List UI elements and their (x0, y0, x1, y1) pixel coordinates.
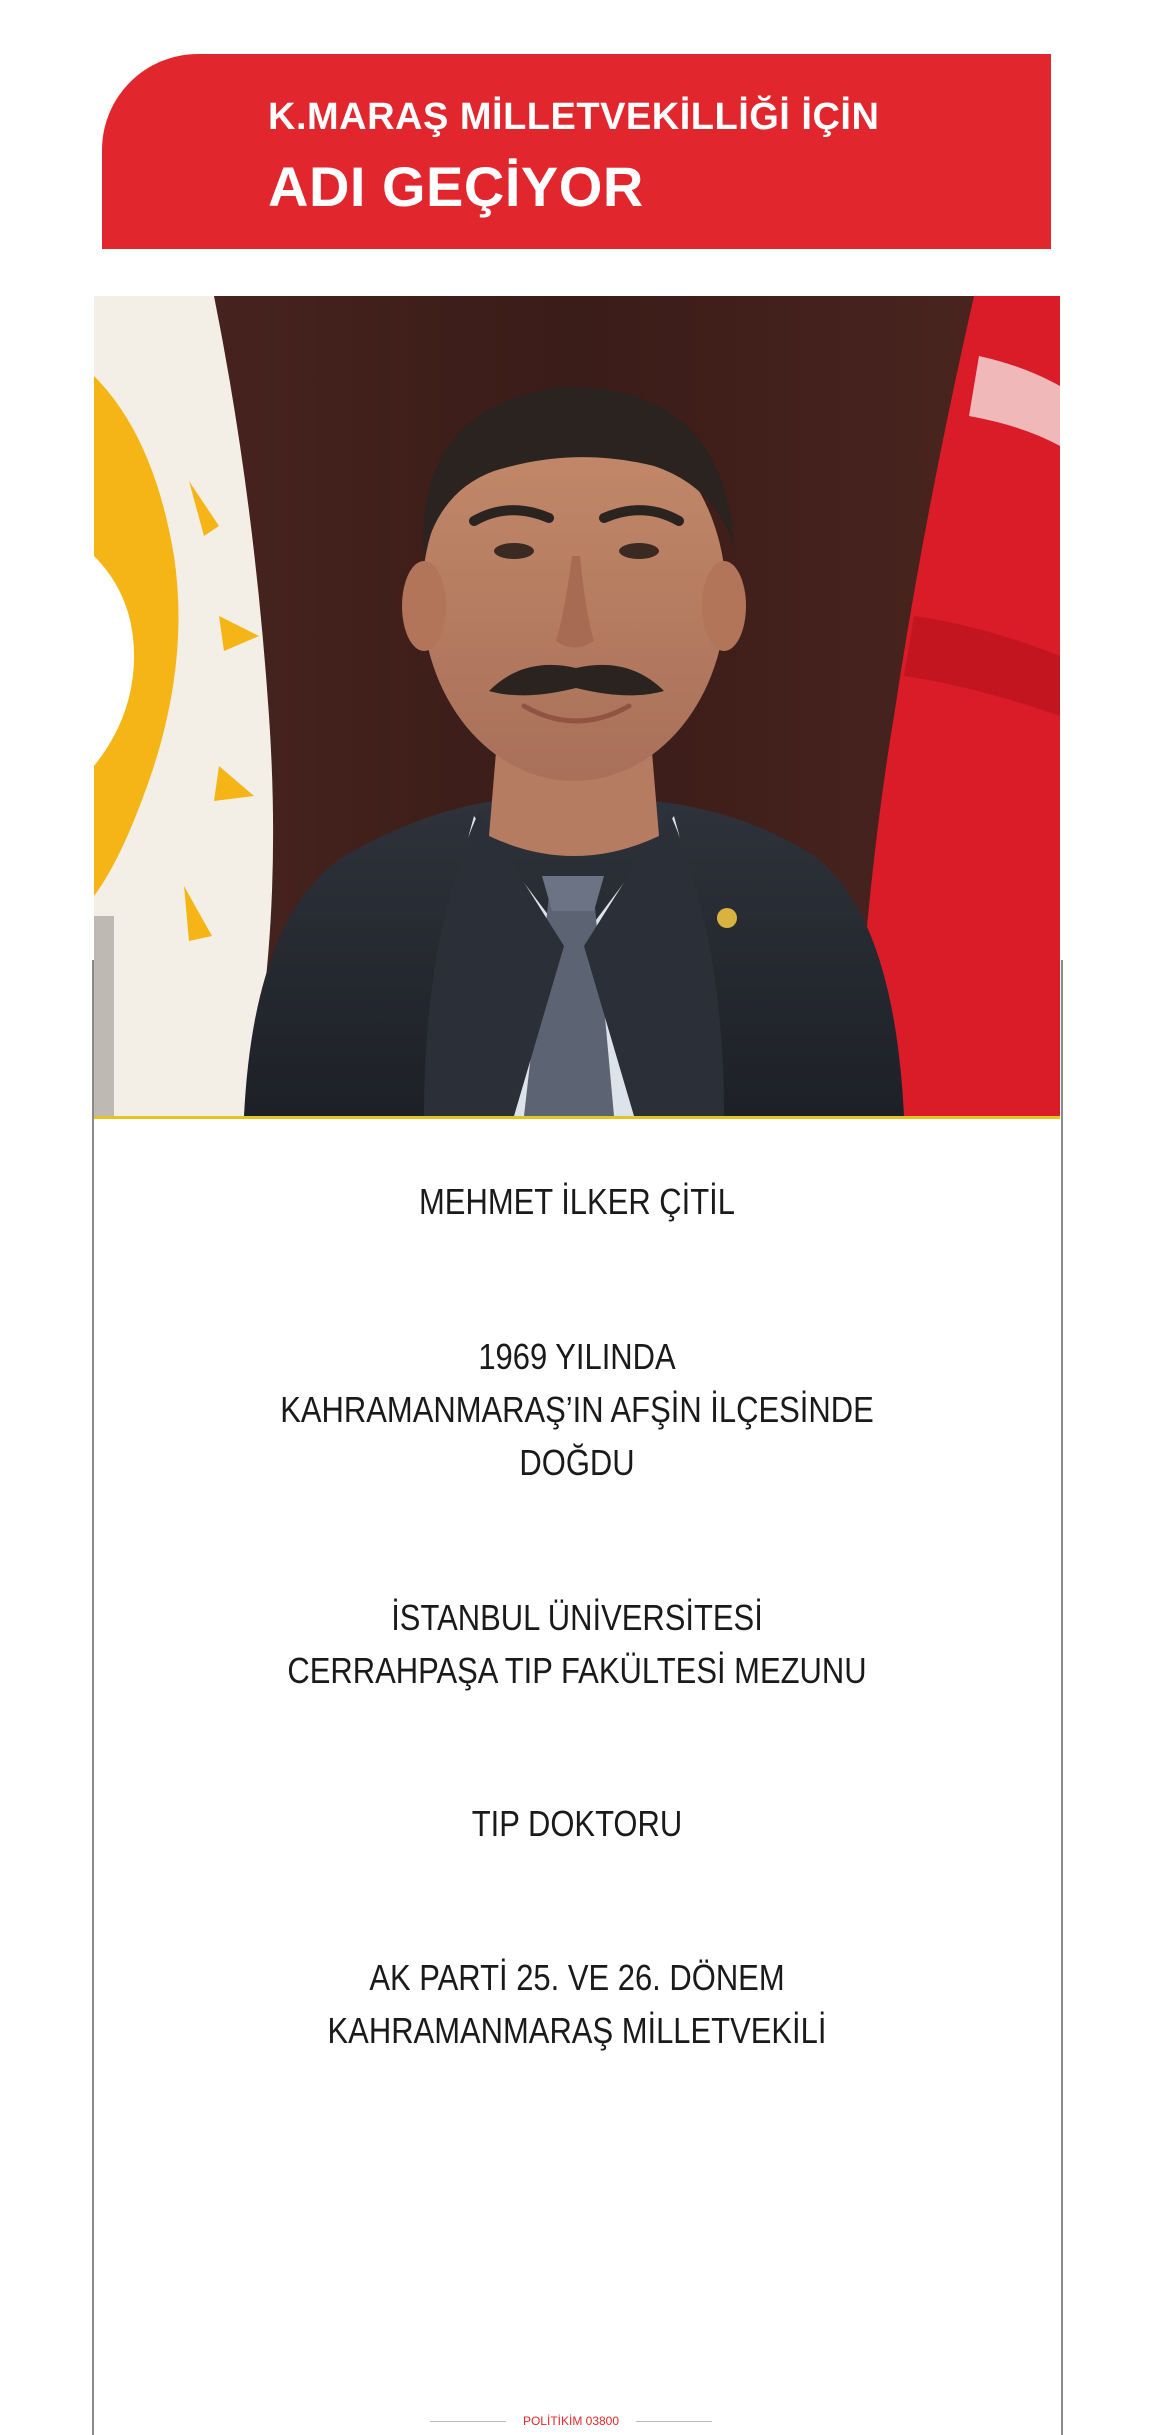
card-border-left (92, 960, 94, 2435)
party-line: AK PARTİ 25. VE 26. DÖNEM (369, 1957, 785, 1998)
education-line: İSTANBUL ÜNİVERSİTESİ (391, 1597, 763, 1638)
card-border-right (1061, 960, 1063, 2435)
footer-divider-left (430, 2421, 506, 2422)
footer-source: POLİTİKİM 03800 (522, 2414, 620, 2428)
profession-info (162, 1797, 993, 1850)
party-info (162, 1951, 993, 2057)
footer-divider-right (636, 2421, 712, 2422)
birth-line: 1969 YILINDA (478, 1336, 676, 1377)
headline-title: ADI GEÇİYOR (268, 155, 644, 218)
person-name (162, 1175, 993, 1228)
photo-underline (94, 1116, 1060, 1119)
profession-line: TIP DOKTORU (471, 1803, 683, 1844)
birth-line: DOĞDU (519, 1442, 635, 1483)
footer (94, 2412, 1060, 2432)
headline-kicker: K.MARAŞ MİLLETVEKİLLİĞİ İÇİN (268, 96, 880, 138)
person-name-text: MEHMET İLKER ÇİTİL (419, 1181, 735, 1222)
header-banner (102, 54, 1051, 249)
party-line: KAHRAMANMARAŞ MİLLETVEKİLİ (327, 2010, 827, 2051)
portrait-photo (94, 296, 1060, 1116)
birth-line: KAHRAMANMARAŞ’IN AFŞİN İLÇESİNDE (280, 1389, 874, 1430)
birth-info (162, 1330, 993, 1489)
education-info (162, 1591, 993, 1697)
education-line: CERRAHPAŞA TIP FAKÜLTESİ MEZUNU (287, 1650, 867, 1691)
